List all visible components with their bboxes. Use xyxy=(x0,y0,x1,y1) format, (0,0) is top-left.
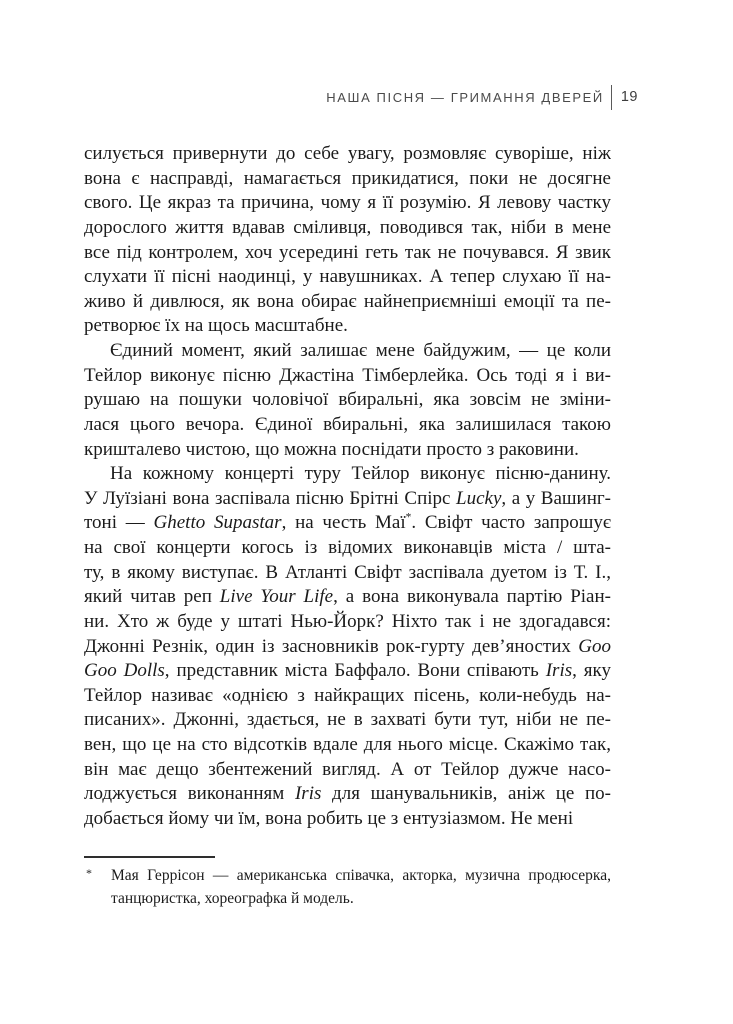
text-line xyxy=(84,487,611,512)
text-line xyxy=(84,388,611,413)
text-run: вона є насправді, намагається прикидатися, поки не досягне xyxy=(84,167,611,189)
italic-text-run: Iris xyxy=(294,783,322,805)
text-line xyxy=(84,585,611,610)
text-line xyxy=(84,364,611,389)
text-run: він має дещо збентежений вигляд. А от Тейлор дужче насо- xyxy=(84,758,611,780)
paragraph xyxy=(84,462,611,831)
text-run: добається йому чи їм, вона робить це з ентузіазмом. Не мені xyxy=(84,807,574,829)
text-line xyxy=(84,438,611,463)
text-line xyxy=(84,733,611,758)
text-run: для шанувальників, аніж це по- xyxy=(321,783,611,805)
text-run: слухати її пісні наодинці, у навушниках. А тепер слухаю її на- xyxy=(84,266,611,288)
text-line xyxy=(84,241,611,266)
footnote-line xyxy=(111,888,611,911)
text-line xyxy=(84,167,611,192)
text-run: живо й дивлюся, як вона обирає найнеприємніші емоції та пе- xyxy=(84,290,611,312)
text-line xyxy=(84,536,611,561)
text-run: дорослого життя вдавав сміливця, поводився так, ніби в мене xyxy=(84,216,611,238)
chapter-title: НАША ПІСНЯ — ГРИМАННЯ ДВЕРЕЙ xyxy=(326,89,604,105)
text-line xyxy=(84,610,611,635)
text-run: писаних». Джонні, здається, не в захваті бути тут, ніби не пе- xyxy=(84,709,611,731)
text-run: Тейлор виконує пісню Джастіна Тімберлейка. Ось тоді я і ви- xyxy=(84,364,611,386)
text-run: на свої концерти когось із відомих виконавців міста / шта- xyxy=(84,537,611,558)
italic-text-run: Lucky xyxy=(456,487,502,509)
text-line xyxy=(84,265,611,290)
text-line xyxy=(84,684,611,709)
text-line xyxy=(84,290,611,315)
text-run: ретворює їх на щось масштабне. xyxy=(84,315,348,337)
text-run: тоні — xyxy=(84,512,154,534)
text-line xyxy=(84,462,611,487)
text-run: ту, в якому виступає. В Атланті Свіфт заспівала дуетом із Т. І., xyxy=(84,561,611,583)
text-run: . Свіфт часто запрошує xyxy=(411,512,611,534)
text-run: , на честь Маї xyxy=(281,512,406,534)
text-run: У Луїзіані вона заспівала пісню Брітні Спірс xyxy=(84,487,457,509)
footnote-reference-asterisk: * xyxy=(405,512,412,525)
italic-text-run: Live Your Life xyxy=(219,586,334,608)
footnote-line xyxy=(111,865,611,888)
footnote-rule xyxy=(84,856,215,858)
text-line xyxy=(84,142,611,167)
text-line xyxy=(84,511,611,536)
paragraph xyxy=(84,339,611,462)
italic-text-run: Goo xyxy=(578,635,611,657)
text-run: все під контролем, хоч усередині геть так не почувався. Я звик xyxy=(84,241,611,263)
body-text xyxy=(84,142,611,832)
header-divider-line xyxy=(611,85,612,110)
text-line xyxy=(84,659,611,684)
text-run: Єдиний момент, який залишає мене байдужим, — це коли xyxy=(110,340,611,361)
text-line xyxy=(84,191,611,216)
text-run: лася цього вечора. Єдиної вбиральні, яка залишилася такою xyxy=(84,413,611,435)
text-run: вен, що це на сто відсотків вдале для нього місце. Скажімо так, xyxy=(84,734,611,755)
text-line xyxy=(84,216,611,241)
text-run: На кожному концерті туру Тейлор виконує пісню-данину. xyxy=(110,463,611,485)
footnote xyxy=(84,856,611,910)
text-line xyxy=(84,413,611,438)
running-header xyxy=(326,84,638,110)
text-run: кришталево чистою, що можна поснідати просто з раковини. xyxy=(84,438,579,460)
text-run: силується привернути до себе увагу, розмовляє суворіше, ніж xyxy=(84,143,611,164)
italic-text-run: Goo Dolls xyxy=(84,660,165,682)
italic-text-run: Ghetto Supastar xyxy=(153,512,282,534)
footnote-marker: * xyxy=(86,866,92,880)
text-run: який читав реп xyxy=(84,586,220,608)
text-run: ни. Хто ж буде у штаті Нью-Йорк? Ніхто так і не здогадався: xyxy=(84,610,611,632)
text-run: танцюристка, хореографка й модель. xyxy=(111,889,354,907)
text-run: , а вона виконувала партію Ріан- xyxy=(333,586,611,608)
text-run: Джонні Резнік, один із засновників рок-гурту дев’яностих xyxy=(84,635,579,657)
text-run: свого. Це якраз та причина, чому я її розумію. Я левову частку xyxy=(84,192,611,214)
italic-text-run: Iris xyxy=(545,660,573,682)
paragraph xyxy=(84,142,611,339)
text-line xyxy=(84,635,611,660)
text-line xyxy=(84,758,611,783)
text-run: , яку xyxy=(572,660,611,682)
text-run: Мая Геррісон — американська співачка, акторка, музична продюсерка, xyxy=(111,867,611,884)
text-run: , а у Вашинг- xyxy=(501,487,611,509)
text-line xyxy=(84,561,611,586)
page-number: 19 xyxy=(620,89,638,105)
text-run: , представник міста Баффало. Вони співають xyxy=(164,660,546,682)
text-line xyxy=(84,339,611,364)
text-run: рушаю на пошуки чоловічої вбиральні, яка зовсім не зміни- xyxy=(84,389,611,411)
footnote-body xyxy=(84,865,611,910)
text-line xyxy=(84,708,611,733)
text-line xyxy=(84,807,611,832)
text-run: Тейлор називає «однією з найкращих пісень, коли-небудь на- xyxy=(84,684,611,706)
text-line xyxy=(84,782,611,807)
text-run: лоджується виконанням xyxy=(84,783,295,805)
text-line xyxy=(84,314,611,339)
